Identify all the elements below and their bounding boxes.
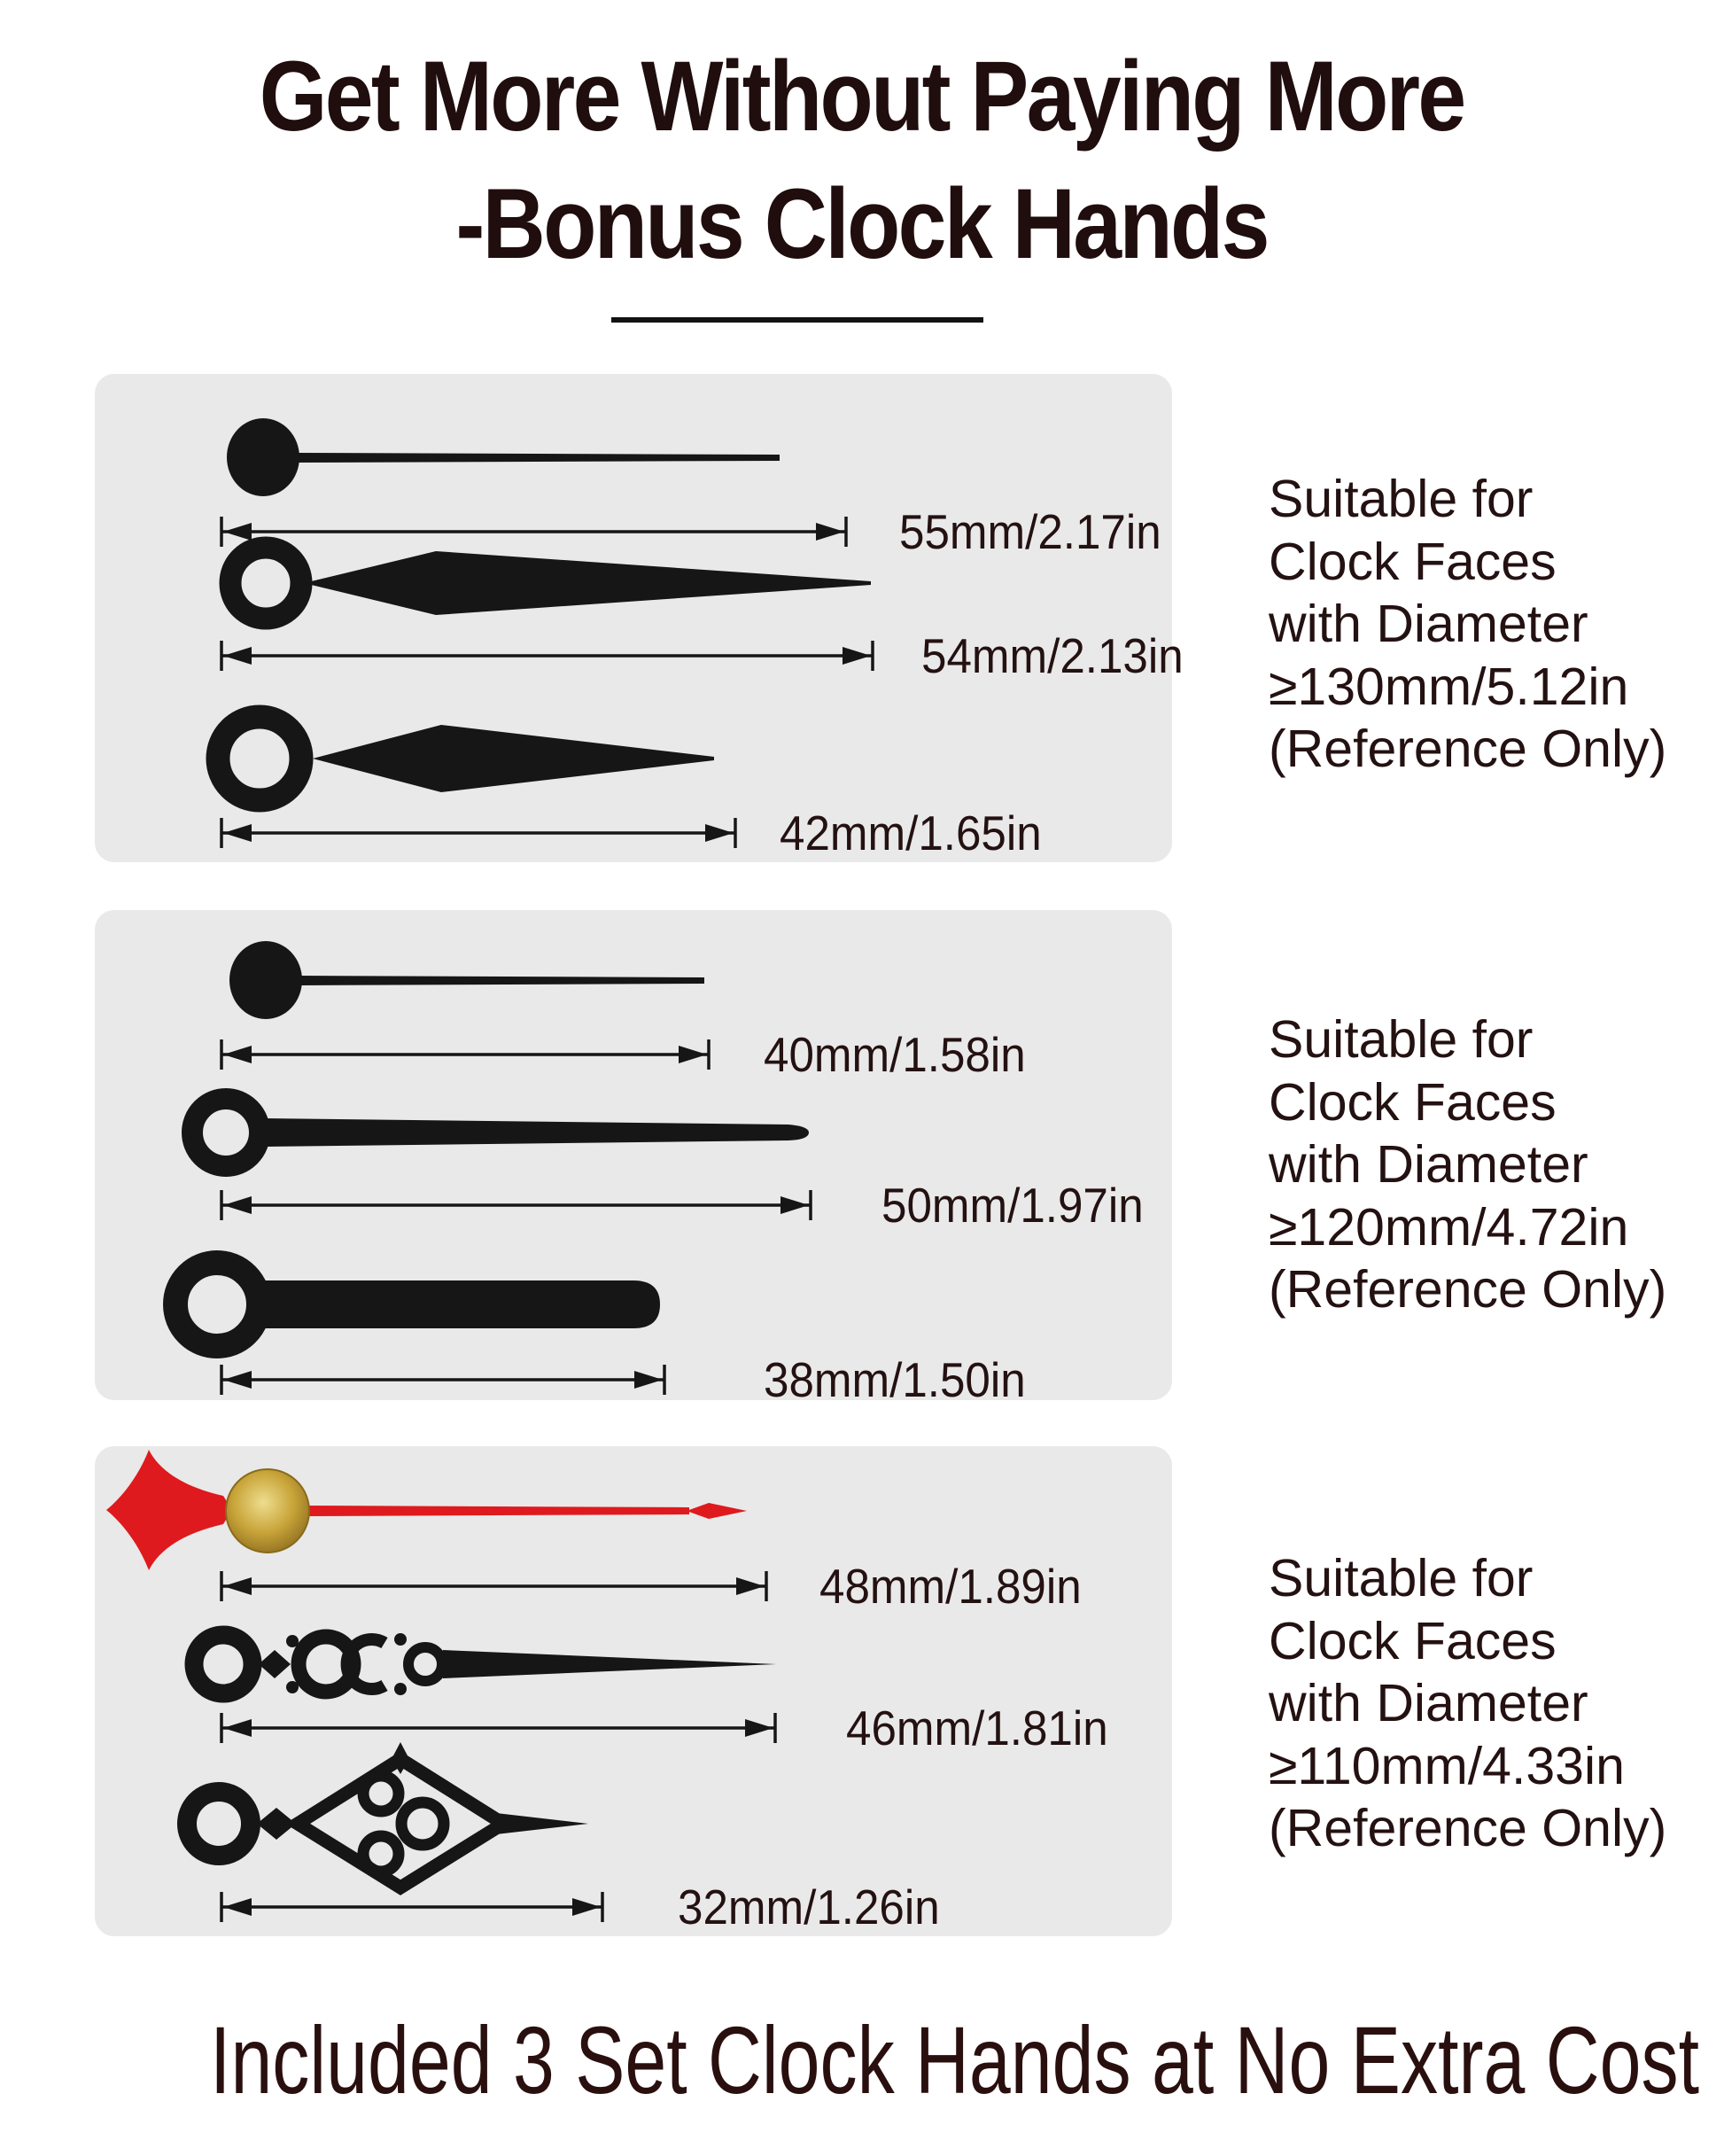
note-line: Clock Faces	[1269, 1611, 1557, 1670]
suitability-note-2	[1269, 1008, 1712, 1321]
second-hand-icon	[106, 1450, 747, 1570]
footer-tagline	[0, 2004, 1724, 2115]
title-underline	[611, 317, 983, 323]
measurement-label	[678, 1877, 959, 1937]
note-line: ≥110mm/4.33in	[1269, 1736, 1625, 1795]
minute-hand-icon	[192, 1099, 809, 1166]
measurement-label	[846, 1698, 1128, 1758]
minute-hand-icon	[194, 1633, 776, 1695]
second-hand-icon	[227, 418, 780, 496]
note-line: with Diameter	[1269, 595, 1588, 653]
minute-hand-icon	[230, 548, 871, 619]
note-line: (Reference Only)	[1269, 1799, 1667, 1857]
hour-hand-icon	[218, 717, 714, 800]
hour-hand-icon	[187, 1742, 588, 1887]
note-line: Suitable for	[1269, 470, 1534, 528]
hour-hand-icon	[175, 1263, 660, 1346]
measurement-label-text: 48mm/1.89in	[819, 1559, 1082, 1614]
note-line: with Diameter	[1269, 1135, 1588, 1194]
page-title-line2	[0, 167, 1724, 281]
note-line: (Reference Only)	[1269, 1260, 1667, 1319]
note-line: ≥130mm/5.12in	[1269, 657, 1629, 716]
measurement-label	[819, 1556, 1101, 1616]
measurement-label	[764, 1350, 1045, 1410]
note-line: ≥120mm/4.72in	[1269, 1197, 1629, 1257]
suitability-note-1	[1269, 468, 1712, 781]
measurement-label-text: 40mm/1.58in	[764, 1027, 1026, 1082]
note-line: Clock Faces	[1269, 532, 1557, 591]
suitability-note-3	[1269, 1547, 1712, 1860]
note-line: Suitable for	[1269, 1010, 1534, 1069]
measurement-label	[764, 1024, 1045, 1085]
dimension-arrow-icon	[221, 1892, 602, 1922]
note-line: (Reference Only)	[1269, 720, 1667, 778]
dimension-arrow-icon	[221, 1571, 766, 1601]
panel-2-hands-art	[95, 910, 1172, 1400]
measurement-label	[921, 626, 1203, 686]
measurement-label	[780, 803, 1061, 863]
note-line: Clock Faces	[1269, 1072, 1557, 1132]
dimension-arrow-icon	[221, 517, 846, 547]
dimension-arrow-icon	[221, 641, 873, 671]
measurement-label-text: 55mm/2.17in	[899, 504, 1161, 559]
page-title-line2-text: -Bonus Clock Hands	[455, 168, 1269, 279]
footer-tagline-text: Included 3 Set Clock Hands at No Extra Cost	[210, 2006, 1699, 2113]
measurement-label-text: 46mm/1.81in	[846, 1701, 1108, 1755]
measurement-label	[899, 502, 1181, 562]
measurement-label-text: 32mm/1.26in	[678, 1880, 940, 1934]
measurement-label-text: 38mm/1.50in	[764, 1352, 1026, 1407]
panel-3-hands-art	[95, 1446, 1172, 1936]
dimension-arrow-icon	[221, 1365, 664, 1395]
note-line: Suitable for	[1269, 1549, 1534, 1607]
second-hand-icon	[229, 941, 704, 1019]
measurement-label-text: 54mm/2.13in	[921, 628, 1184, 683]
page-title-line1-text: Get More Without Paying More	[260, 41, 1464, 152]
page-title-line1	[0, 39, 1724, 153]
measurement-label-text: 50mm/1.97in	[881, 1178, 1144, 1233]
note-line: with Diameter	[1269, 1674, 1588, 1732]
panel-1-hands-art	[95, 374, 1172, 862]
dimension-arrow-icon	[221, 818, 735, 848]
dimension-arrow-icon	[221, 1190, 811, 1220]
dimension-arrow-icon	[221, 1039, 709, 1070]
measurement-label	[881, 1175, 1163, 1235]
measurement-label-text: 42mm/1.65in	[780, 806, 1042, 860]
dimension-arrow-icon	[221, 1713, 775, 1743]
